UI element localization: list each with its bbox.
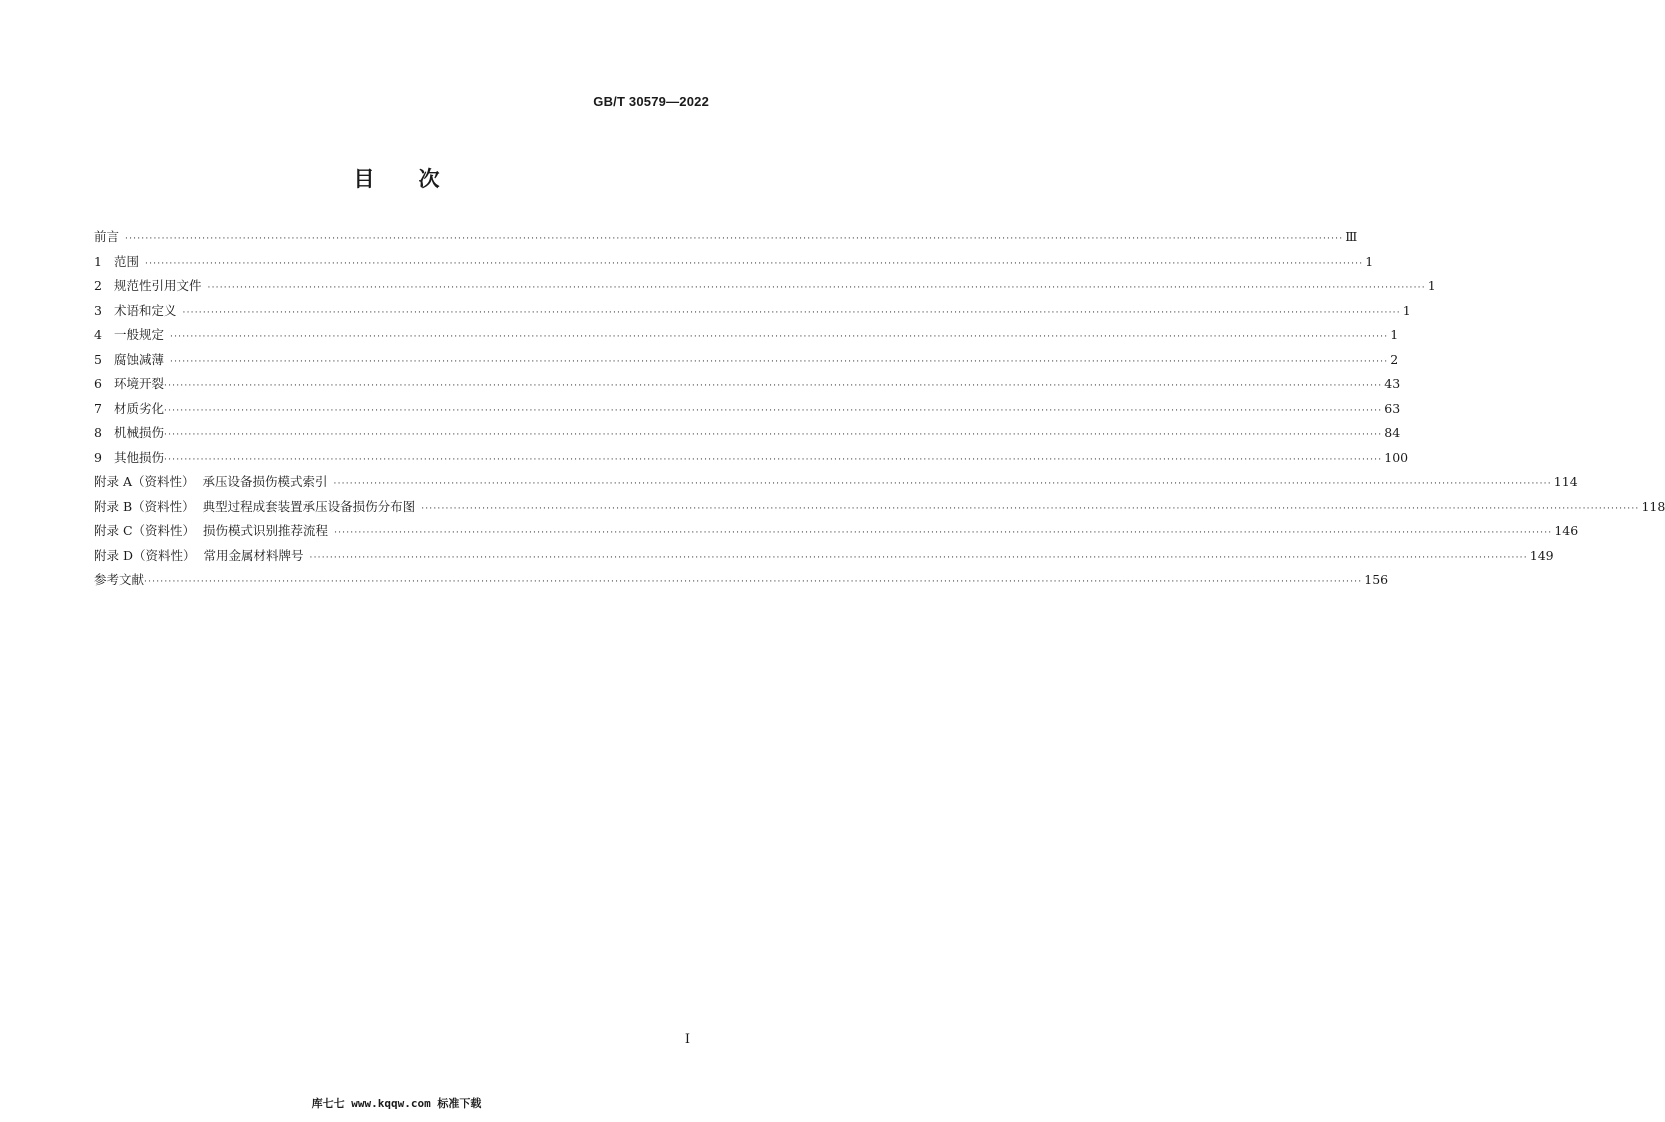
title-char-1: 目 — [353, 167, 375, 191]
toc-entry-title: 前言 — [94, 229, 120, 244]
toc-entry[interactable] — [94, 448, 1409, 473]
toc-entry-number: 4 — [94, 327, 102, 342]
toc-entry-title: 附录 C（资料性） — [94, 523, 196, 538]
toc-entry[interactable] — [94, 497, 1665, 522]
toc-entry-page: 146 — [1554, 523, 1579, 538]
toc-entry-number: 1 — [94, 253, 102, 269]
toc-entry-title: 环境开裂 — [114, 376, 165, 391]
toc-entry-subtitle: 损伤模式识别推荐流程 — [203, 523, 329, 538]
toc-entry-page: 1 — [1390, 327, 1399, 342]
toc-entry-label — [94, 252, 139, 272]
toc-entry-number: 2 — [94, 278, 102, 293]
toc-entry-page: 63 — [1384, 400, 1401, 416]
toc-entry[interactable] — [94, 423, 1401, 448]
toc-entry-title: 术语和定义 — [114, 302, 177, 318]
toc-entry-page: 149 — [1529, 547, 1554, 563]
toc-entry[interactable] — [94, 301, 1411, 326]
toc-entry[interactable] — [94, 546, 1554, 571]
toc-entry[interactable] — [94, 252, 1374, 277]
toc-entry[interactable] — [94, 521, 1579, 546]
toc-entry-page: 1 — [1427, 278, 1436, 293]
toc-leader-dots: ············································································································································································································································································································ — [164, 405, 1383, 416]
toc-entry-page: 114 — [1553, 474, 1578, 489]
toc-entry[interactable] — [94, 570, 1389, 595]
page-folio: I — [684, 1032, 690, 1047]
toc-entry-title: 附录 B（资料性） — [94, 498, 195, 514]
toc-entry-label — [94, 276, 202, 296]
toc-leader-dots: ············································································································································································································································································································ — [164, 454, 1383, 465]
toc-leader-dots: ············································································································································································································································································································ — [170, 356, 1389, 367]
toc-entry-label — [94, 423, 164, 443]
toc-entry[interactable] — [94, 227, 1358, 252]
toc-entry-title: 材质劣化 — [114, 400, 165, 416]
toc-entry-subtitle: 承压设备损伤模式索引 — [202, 474, 328, 489]
toc-entry-label — [94, 521, 328, 541]
toc-entry[interactable] — [94, 472, 1578, 497]
toc-leader-dots: ············································································································································································································································································································ — [145, 258, 1364, 269]
title-char-2: 次 — [418, 167, 440, 191]
toc-entry-subtitle: 典型过程成套装置承压设备损伤分布图 — [202, 498, 416, 514]
toc-leader-dots: ············································································································································································································································································································ — [207, 283, 1426, 293]
footer-watermark: 库七七 www.kqqw.com 标准下载 — [311, 1097, 482, 1110]
toc-entry-page: 84 — [1384, 425, 1401, 440]
toc-entry-label — [94, 472, 328, 492]
toc-entry-label — [94, 399, 164, 419]
page-title — [0, 163, 793, 193]
toc-entry-label — [94, 301, 177, 321]
toc-leader-dots: ············································································································································································································································································································ — [164, 430, 1383, 440]
toc-entry-number: 9 — [94, 449, 102, 465]
toc-entry-page: 2 — [1390, 351, 1399, 367]
toc-leader-dots: ············································································································································································································································································································ — [182, 307, 1401, 318]
toc-entry-number: 8 — [94, 425, 102, 440]
toc-entry-label — [94, 350, 164, 370]
toc-entry-title: 腐蚀减薄 — [114, 351, 165, 367]
toc-entry-label — [94, 497, 415, 517]
toc-entry-label — [94, 546, 304, 566]
toc-entry[interactable] — [94, 374, 1401, 399]
toc-entry-label — [94, 570, 144, 590]
toc-entry-number: 6 — [94, 376, 102, 391]
toc-leader-dots: ············································································································································································································································································································ — [144, 577, 1363, 587]
toc-entry-title: 范围 — [114, 253, 140, 269]
toc-leader-dots: ············································································································································································································································································································ — [170, 332, 1389, 342]
toc-entry[interactable] — [94, 350, 1399, 375]
toc-entry-number: 3 — [94, 302, 102, 318]
toc-leader-dots: ············································································································································································································································································································ — [125, 234, 1344, 244]
standard-number: GB/T 30579—2022 — [593, 94, 709, 109]
toc-entry[interactable] — [94, 399, 1401, 424]
toc-entry-label — [94, 325, 164, 345]
toc-entry-subtitle: 常用金属材料牌号 — [203, 547, 304, 563]
toc-entry-number: 7 — [94, 400, 102, 416]
toc-entry-title: 附录 A（资料性） — [94, 474, 195, 489]
toc-entry-page: 1 — [1365, 253, 1374, 269]
toc-entry-label — [94, 374, 164, 394]
toc-leader-dots: ············································································································································································································································································································ — [164, 381, 1383, 391]
toc-entry-page: 100 — [1384, 449, 1409, 465]
toc-entry-number: 5 — [94, 351, 102, 367]
toc-leader-dots: ············································································································································································································································································································ — [309, 552, 1528, 563]
toc-entry-title: 机械损伤 — [114, 425, 165, 440]
toc-entry-page: Ⅲ — [1345, 229, 1358, 244]
toc-leader-dots: ············································································································································································································································································································ — [421, 503, 1640, 514]
toc-leader-dots: ············································································································································································································································································································ — [333, 479, 1552, 489]
toc-entry-label — [94, 448, 164, 468]
toc-entry-page: 156 — [1364, 572, 1389, 587]
toc-entry-title: 其他损伤 — [114, 449, 165, 465]
toc-entry-title: 一般规定 — [114, 327, 165, 342]
toc-entry-page: 1 — [1402, 302, 1411, 318]
toc-entry-page: 118 — [1641, 498, 1665, 514]
table-of-contents — [94, 227, 1665, 595]
toc-entry-label — [94, 227, 119, 247]
toc-entry-title: 附录 D（资料性） — [94, 547, 196, 563]
toc-leader-dots: ············································································································································································································································································································ — [334, 528, 1553, 538]
toc-entry-title: 规范性引用文件 — [114, 278, 202, 293]
toc-entry-title: 参考文献 — [94, 572, 145, 587]
toc-entry[interactable] — [94, 276, 1436, 301]
toc-entry[interactable] — [94, 325, 1399, 350]
toc-entry-page: 43 — [1384, 376, 1401, 391]
